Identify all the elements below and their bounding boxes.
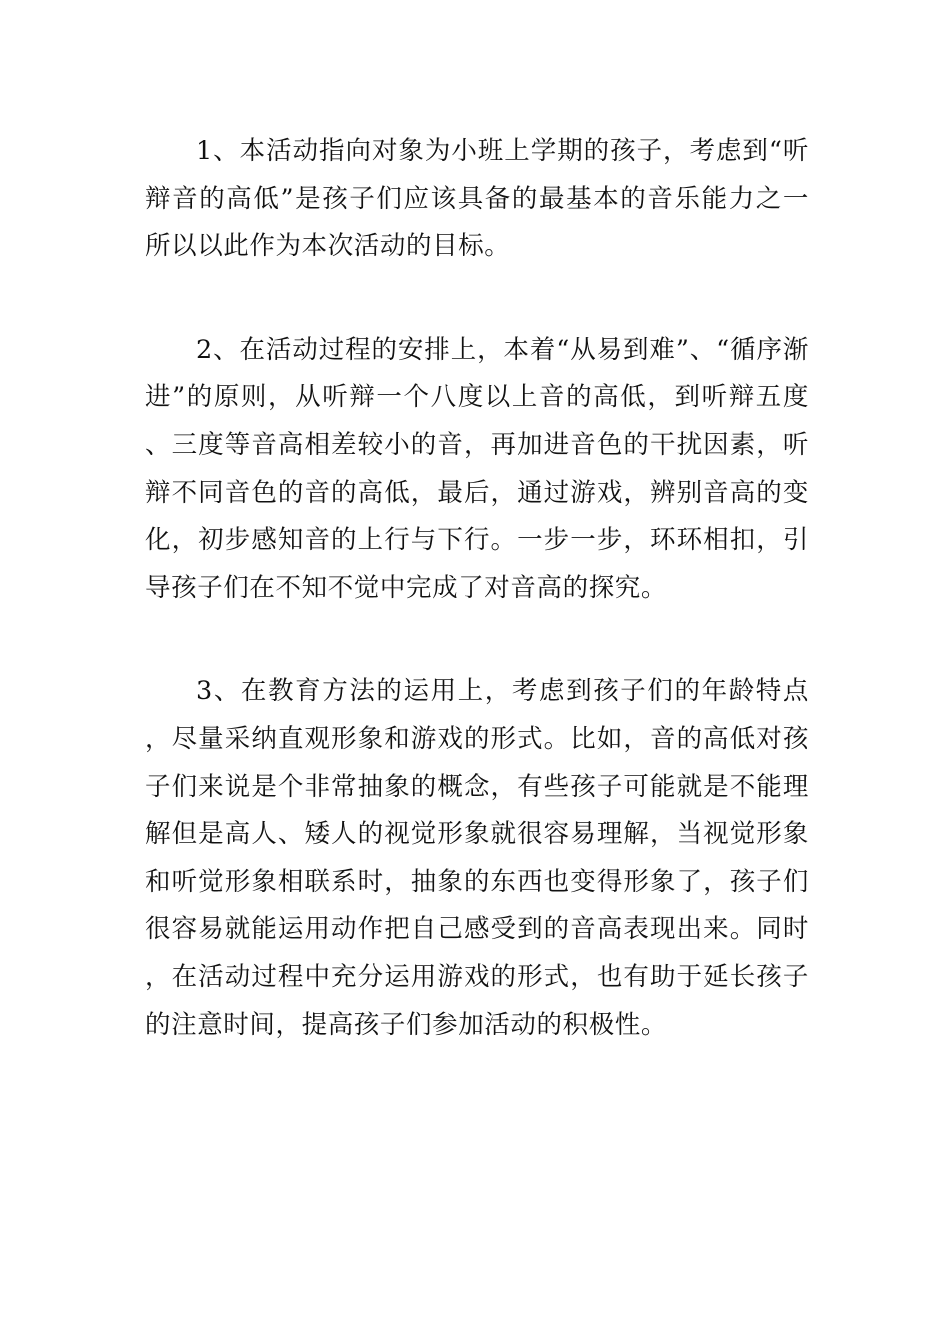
paragraph-2: 2、在活动过程的安排上，本着“从易到难”、“循序渐进”的原则，从听辩一个八度以上音的高低，到听辩五度、三度等音高相差较小的音，再加进音色的干扰因素，听辩不同音色的音的高低，最后，通过游戏，辨别音高的变化，初步感知音的上行与下行。一步一步，环环相扣，引导孩子们在不知不觉中完成了对音高的探究。 — [145, 334, 809, 603]
paragraph-3: 3、在教育方法的运用上，考虑到孩子们的年龄特点，尽量采纳直观形象和游戏的形式。比如，音的高低对孩子们来说是个非常抽象的概念，有些孩子可能就是不能理解但是高人、矮人的视觉形象就很容易理解，当视觉形象和听觉形象相联系时，抽象的东西也变得形象了，孩子们很容易就能运用动作把自己感受到的音高表现出来。同时，在活动过程中充分运用游戏的形式，也有助于延长孩子的注意时间，提高孩子们参加活动的积极性。 — [145, 676, 809, 1040]
document-body — [145, 128, 809, 1049]
paragraph-1: 1、本活动指向对象为小班上学期的孩子，考虑到“听辩音的高低”是孩子们应该具备的最基本的音乐能力之一所以以此作为本次活动的目标。 — [145, 136, 809, 262]
